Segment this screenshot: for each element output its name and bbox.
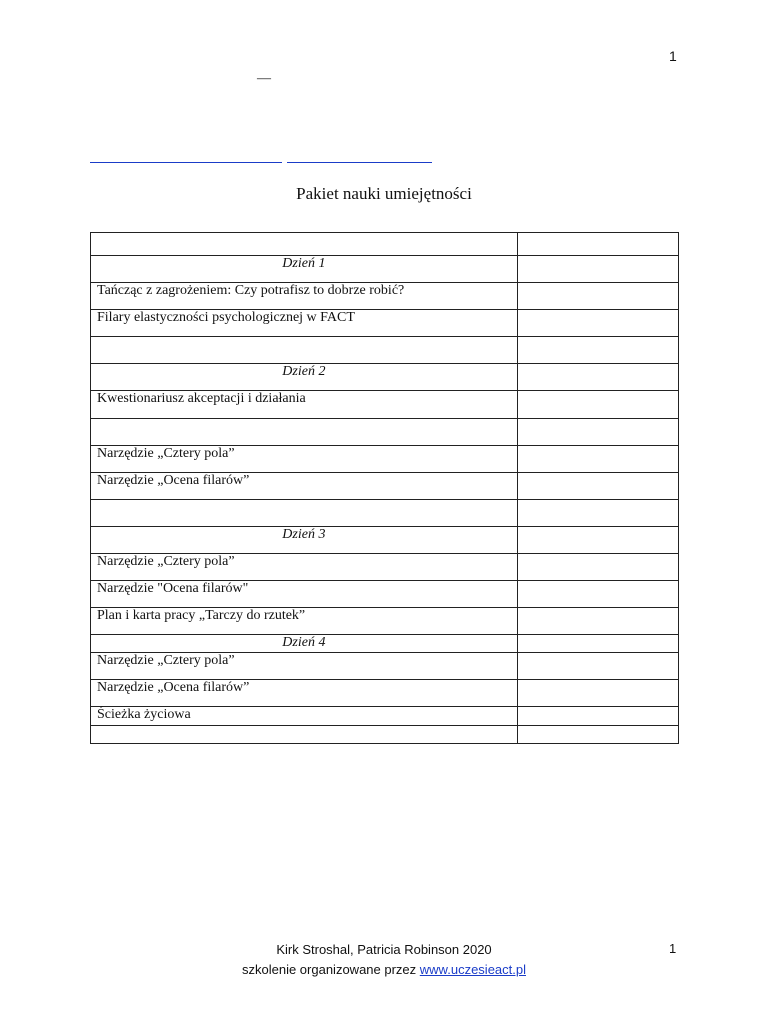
table-row xyxy=(91,680,679,707)
skill-item-cell: Narzędzie „Cztery pola” xyxy=(91,554,518,581)
day-heading-cell: Dzień 2 xyxy=(91,364,518,391)
hyperlink-underline-1[interactable] xyxy=(90,162,282,163)
skill-item-cell: Kwestionariusz akceptacji i działania xyxy=(91,391,518,419)
page-number-top: 1 xyxy=(669,48,677,64)
blank-cell xyxy=(517,608,678,635)
blank-cell xyxy=(517,581,678,608)
table-row xyxy=(91,419,679,446)
blank-cell xyxy=(517,364,678,391)
skill-item-cell: Narzędzie „Cztery pola” xyxy=(91,446,518,473)
table-row xyxy=(91,337,679,364)
blank-cell xyxy=(517,500,678,527)
header-dash: — xyxy=(257,71,271,86)
table-row xyxy=(91,653,679,680)
blank-cell xyxy=(517,707,678,726)
blank-cell xyxy=(517,726,678,744)
empty-cell xyxy=(91,419,518,446)
footer-website-link[interactable]: www.uczesieact.pl xyxy=(419,962,526,977)
blank-cell xyxy=(517,310,678,337)
table-row xyxy=(91,635,679,653)
blank-cell xyxy=(517,256,678,283)
blank-cell xyxy=(517,554,678,581)
skill-item-cell: Narzędzie „Ocena filarów” xyxy=(91,680,518,707)
table-row xyxy=(91,473,679,500)
blank-cell xyxy=(517,233,678,256)
footer xyxy=(0,940,768,980)
table-row xyxy=(91,527,679,554)
skill-item-cell: Tańcząc z zagrożeniem: Czy potrafisz to dobrze robić? xyxy=(91,283,518,310)
table-row xyxy=(91,608,679,635)
blank-cell xyxy=(517,283,678,310)
document-title: Pakiet nauki umiejętności xyxy=(296,184,472,203)
skill-item-cell: Narzędzie „Ocena filarów” xyxy=(91,473,518,500)
day-heading-cell: Dzień 3 xyxy=(91,527,518,554)
skill-item-cell: Filary elastyczności psychologicznej w FACT xyxy=(91,310,518,337)
empty-cell xyxy=(91,337,518,364)
blank-cell xyxy=(517,446,678,473)
blank-cell xyxy=(517,391,678,419)
table-row xyxy=(91,726,679,744)
skill-item-cell: Ścieżka życiowa xyxy=(91,707,518,726)
blank-cell xyxy=(517,680,678,707)
day-heading-cell: Dzień 4 xyxy=(91,635,518,653)
skill-item-cell: Narzędzie „Cztery pola” xyxy=(91,653,518,680)
skill-item-cell: Plan i karta pracy „Tarczy do rzutek” xyxy=(91,608,518,635)
table-row xyxy=(91,707,679,726)
table-row xyxy=(91,554,679,581)
blank-cell xyxy=(517,527,678,554)
hyperlink-underline-2[interactable] xyxy=(287,162,432,163)
empty-cell xyxy=(91,500,518,527)
page-number-bottom: 1 xyxy=(669,941,677,956)
table-row xyxy=(91,391,679,419)
table-row xyxy=(91,233,679,256)
table-row xyxy=(91,256,679,283)
table-row xyxy=(91,581,679,608)
skill-item-cell: Narzędzie "Ocena filarów" xyxy=(91,581,518,608)
table-row xyxy=(91,446,679,473)
blank-cell xyxy=(517,473,678,500)
table-row xyxy=(91,283,679,310)
empty-cell xyxy=(91,726,518,744)
blank-cell xyxy=(517,337,678,364)
day-heading-cell: Dzień 1 xyxy=(91,256,518,283)
footer-organized-by: szkolenie organizowane przez xyxy=(242,962,417,977)
table-row xyxy=(91,500,679,527)
skills-table xyxy=(90,232,679,744)
empty-cell xyxy=(91,233,518,256)
table-row xyxy=(91,364,679,391)
footer-organizer-line xyxy=(0,960,768,980)
blank-cell xyxy=(517,419,678,446)
blank-cell xyxy=(517,635,678,653)
footer-authors: Kirk Stroshal, Patricia Robinson 2020 xyxy=(276,942,492,957)
table-row xyxy=(91,310,679,337)
blank-cell xyxy=(517,653,678,680)
